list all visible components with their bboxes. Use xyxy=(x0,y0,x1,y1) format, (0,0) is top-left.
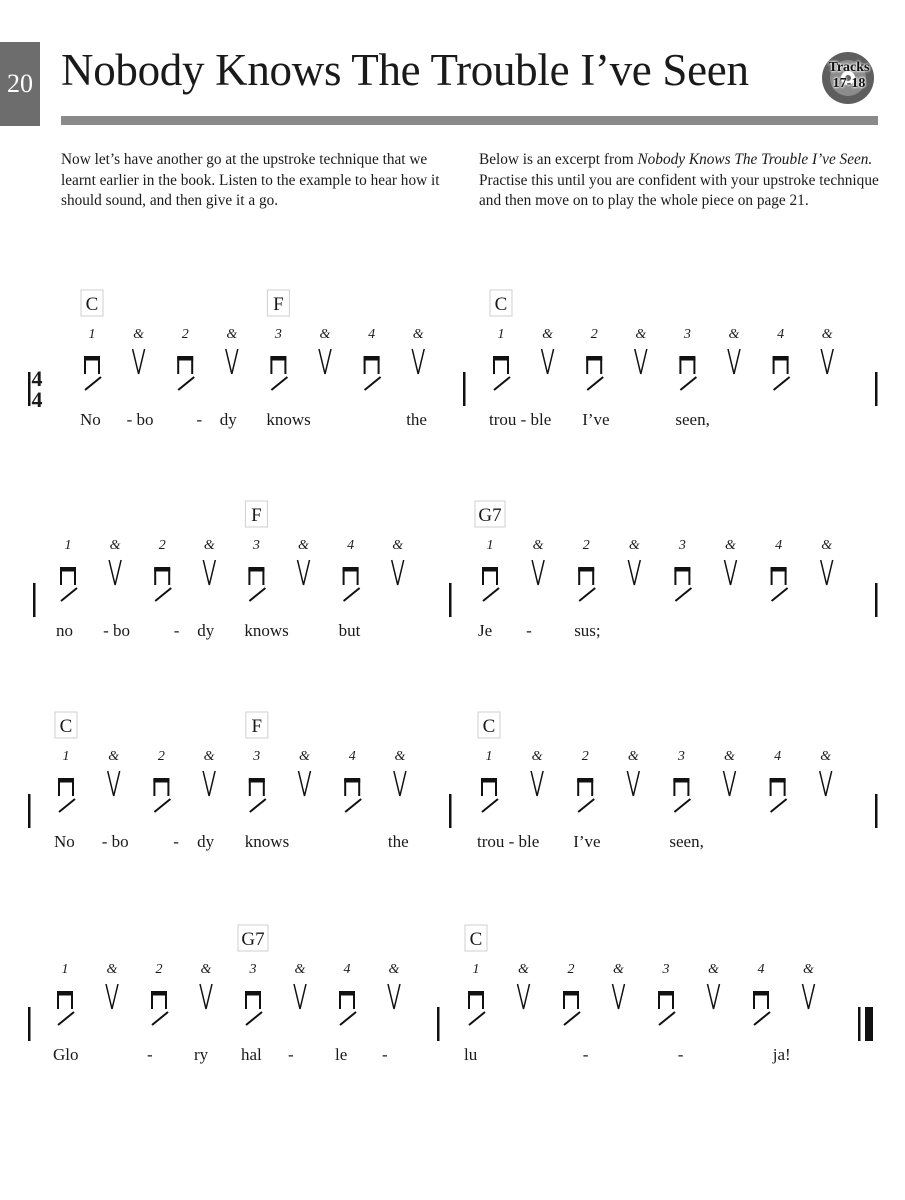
beat-count-label: & xyxy=(299,749,310,764)
upstroke-mark xyxy=(635,349,647,374)
downstroke-bar xyxy=(154,567,170,572)
upstroke-mark xyxy=(226,349,238,374)
downstroke-bar xyxy=(578,567,594,572)
beat-count-label: 2 xyxy=(567,962,575,977)
rhythm-slash xyxy=(250,799,266,812)
lyric-syllable: trou - ble xyxy=(489,410,552,429)
rhythm-slash xyxy=(178,377,194,390)
rhythm-slash xyxy=(659,1012,675,1025)
lyric-syllable: lu xyxy=(464,1045,478,1064)
lyric-syllable: seen, xyxy=(669,832,704,851)
rhythm-slash xyxy=(494,377,510,390)
lyric-syllable: No xyxy=(80,410,101,429)
beat-count-label: 1 xyxy=(485,749,493,764)
chord-symbol: C xyxy=(85,294,99,315)
downstroke-bar xyxy=(673,778,689,783)
upstroke-mark xyxy=(109,560,121,585)
beat-count-label: & xyxy=(200,962,212,977)
downstroke-bar xyxy=(153,778,169,783)
chord-symbol: F xyxy=(251,716,263,737)
final-barline-thin xyxy=(858,1007,861,1041)
time-signature-bottom: 4 xyxy=(31,387,43,412)
beat-count-label: & xyxy=(294,962,306,977)
downstroke-bar xyxy=(481,778,497,783)
upstroke-mark xyxy=(803,984,815,1009)
beat-count-label: 1 xyxy=(88,327,96,342)
lyric-syllable: but xyxy=(338,621,361,640)
downstroke-bar xyxy=(245,991,261,996)
beat-count-label: 4 xyxy=(757,962,765,977)
rhythm-slash xyxy=(680,377,696,390)
rhythm-slash xyxy=(365,377,381,390)
lyric-syllable: le xyxy=(335,1045,348,1064)
chord-symbol: C xyxy=(482,716,496,737)
intro-right-text-1: Below is an excerpt from xyxy=(479,151,638,168)
beat-count-label: 2 xyxy=(581,749,589,764)
chord-symbol: C xyxy=(59,716,73,737)
lyric-syllable: ja! xyxy=(772,1045,791,1064)
beat-count-label: & xyxy=(226,327,238,342)
downstroke-bar xyxy=(674,567,690,572)
downstroke-bar xyxy=(344,778,360,783)
rhythm-slash xyxy=(674,799,690,812)
beat-count-label: & xyxy=(728,327,740,342)
rhythm-slash xyxy=(345,799,361,812)
beat-count-label: 3 xyxy=(253,749,261,764)
lyric-syllable: dy xyxy=(197,621,215,640)
downstroke-bar xyxy=(60,567,76,572)
upstroke-mark xyxy=(319,349,331,374)
upstroke-mark xyxy=(627,771,639,796)
beat-count-label: & xyxy=(133,327,145,342)
upstroke-mark xyxy=(628,560,640,585)
upstroke-mark xyxy=(820,771,832,796)
lyric-syllable: - bo xyxy=(103,621,131,640)
beat-count-label: 4 xyxy=(368,327,376,342)
upstroke-mark xyxy=(542,349,554,374)
downstroke-bar xyxy=(151,991,167,996)
lyric-syllable: dy xyxy=(197,832,215,851)
rhythm-slash xyxy=(340,1012,356,1025)
lyric-syllable: - bo xyxy=(126,410,154,429)
barline xyxy=(875,794,878,828)
lyric-syllable: the xyxy=(406,410,427,429)
beat-count-label: 4 xyxy=(777,327,785,342)
beat-count-label: & xyxy=(803,962,814,977)
upstroke-mark xyxy=(108,771,120,796)
chord-symbol: G7 xyxy=(241,929,265,950)
beat-count-label: 3 xyxy=(249,962,257,977)
upstroke-mark xyxy=(821,560,833,585)
chord-symbol: F xyxy=(251,505,262,526)
beat-count-label: & xyxy=(203,538,215,553)
rhythm-slash xyxy=(61,588,77,601)
upstroke-mark xyxy=(299,771,311,796)
downstroke-bar xyxy=(482,567,498,572)
lyric-syllable: - xyxy=(196,410,203,429)
rhythm-slash xyxy=(564,1012,580,1025)
upstroke-mark xyxy=(532,560,544,585)
downstroke-bar xyxy=(58,778,74,783)
page-number: 20 xyxy=(0,42,40,126)
downstroke-bar xyxy=(248,567,264,572)
upstroke-mark xyxy=(200,984,212,1009)
lyric-syllable: I’ve xyxy=(573,832,601,851)
lyric-syllable: - xyxy=(582,1045,589,1064)
beat-count-label: 1 xyxy=(61,962,69,977)
rhythm-slash xyxy=(675,588,691,601)
downstroke-bar xyxy=(658,991,674,996)
intro-left-paragraph: Now let’s have another go at the upstroke technique that we learnt earlier in the book. Listen to the example to hear how it should sound, and then give it a go. xyxy=(61,151,440,209)
beat-count-label: 2 xyxy=(157,749,165,764)
rhythm-slash xyxy=(59,799,75,812)
beat-count-label: 2 xyxy=(155,962,163,977)
lyric-syllable: sus; xyxy=(574,621,601,640)
upstroke-mark xyxy=(613,984,625,1009)
time-signature-top: 4 xyxy=(31,366,43,391)
beat-count-label: 4 xyxy=(775,538,783,553)
beat-count-label: & xyxy=(394,749,406,764)
beat-count-label: 3 xyxy=(683,327,691,342)
lyric-syllable: - xyxy=(288,1045,294,1064)
beat-count-label: & xyxy=(725,538,736,553)
upstroke-mark xyxy=(294,984,306,1009)
upstroke-mark xyxy=(708,984,720,1009)
beat-count-label: & xyxy=(820,749,832,764)
lyric-syllable: no xyxy=(56,621,73,640)
beat-count-label: 1 xyxy=(497,327,505,342)
beat-count-label: 4 xyxy=(343,962,351,977)
final-barline-thick xyxy=(865,1007,873,1041)
beat-count-label: 3 xyxy=(678,538,686,553)
beat-count-label: & xyxy=(627,749,639,764)
barline xyxy=(28,794,31,828)
lyric-syllable: seen, xyxy=(675,410,710,429)
downstroke-bar xyxy=(773,356,789,361)
upstroke-mark xyxy=(412,349,424,374)
chord-symbol: F xyxy=(273,294,284,315)
rhythm-slash xyxy=(152,1012,168,1025)
lyric-syllable: the xyxy=(387,832,409,851)
barline xyxy=(463,372,466,406)
rhythm-slash xyxy=(772,588,788,601)
beat-count-label: & xyxy=(613,962,624,977)
downstroke-bar xyxy=(586,356,602,361)
upstroke-mark xyxy=(203,560,215,585)
downstroke-bar xyxy=(177,356,193,361)
lyric-syllable: - bo xyxy=(101,832,129,851)
downstroke-bar xyxy=(468,991,484,996)
downstroke-bar xyxy=(577,778,593,783)
barline xyxy=(875,583,878,617)
upstroke-mark xyxy=(388,984,400,1009)
lyric-syllable: knows xyxy=(244,621,289,640)
beat-count-label: 2 xyxy=(181,327,189,342)
upstroke-mark xyxy=(203,771,215,796)
downstroke-bar xyxy=(753,991,769,996)
barline xyxy=(33,583,36,617)
lyric-syllable: Glo xyxy=(53,1045,79,1064)
rhythm-slash xyxy=(579,588,595,601)
rhythm-slash xyxy=(469,1012,485,1025)
rhythm-slash xyxy=(246,1012,262,1025)
downstroke-bar xyxy=(57,991,73,996)
rhythm-slash xyxy=(85,377,101,390)
upstroke-mark xyxy=(133,349,145,374)
lyric-syllable: I’ve xyxy=(582,410,610,429)
barline xyxy=(437,1007,440,1041)
upstroke-mark xyxy=(725,560,737,585)
beat-count-label: 1 xyxy=(472,962,480,977)
upstroke-mark xyxy=(392,560,404,585)
beat-count-label: & xyxy=(109,538,121,553)
page-title: Nobody Knows The Trouble I’ve Seen xyxy=(61,45,749,95)
beat-count-label: & xyxy=(518,962,529,977)
upstroke-mark xyxy=(394,771,406,796)
downstroke-bar xyxy=(343,567,359,572)
lyric-syllable: - xyxy=(382,1045,388,1064)
beat-count-label: & xyxy=(628,538,640,553)
beat-count-label: 3 xyxy=(252,538,260,553)
downstroke-bar xyxy=(364,356,380,361)
beat-count-label: & xyxy=(635,327,647,342)
lyric-syllable: trou - ble xyxy=(477,832,540,851)
lyric-syllable: - xyxy=(147,1045,153,1064)
beat-count-label: & xyxy=(532,538,544,553)
beat-count-label: 4 xyxy=(347,538,355,553)
beat-count-label: & xyxy=(108,749,120,764)
lyric-syllable: - xyxy=(173,621,180,640)
rhythm-slash xyxy=(271,377,287,390)
beat-count-label: 2 xyxy=(590,327,598,342)
downstroke-bar xyxy=(249,778,265,783)
lyric-syllable: Je xyxy=(478,621,493,640)
downstroke-bar xyxy=(563,991,579,996)
rhythm-slash xyxy=(58,1012,74,1025)
beat-count-label: 1 xyxy=(62,749,70,764)
downstroke-bar xyxy=(339,991,355,996)
upstroke-mark xyxy=(298,560,310,585)
downstroke-bar xyxy=(771,567,787,572)
beat-count-label: & xyxy=(821,538,833,553)
beat-count-label: & xyxy=(821,327,833,342)
beat-count-label: & xyxy=(724,749,735,764)
beat-count-label: & xyxy=(412,327,424,342)
barline xyxy=(28,1007,31,1041)
intro-right-text-2: Practise this until you are confident with your upstroke technique and then move on to play the whole piece on page 21. xyxy=(479,171,879,209)
rhythm-slash xyxy=(483,588,499,601)
rhythm-slash xyxy=(587,377,603,390)
downstroke-bar xyxy=(770,778,786,783)
downstroke-bar xyxy=(84,356,100,361)
beat-count-label: & xyxy=(392,538,404,553)
lyric-syllable: - xyxy=(677,1045,684,1064)
downstroke-bar xyxy=(679,356,695,361)
rhythm-slash xyxy=(154,799,170,812)
rhythm-slash xyxy=(155,588,171,601)
rhythm-slash xyxy=(482,799,498,812)
upstroke-mark xyxy=(531,771,543,796)
beat-count-label: 3 xyxy=(274,327,282,342)
lyric-syllable: knows xyxy=(244,832,290,851)
rhythm-slash xyxy=(771,799,787,812)
downstroke-bar xyxy=(270,356,286,361)
lyric-syllable: ry xyxy=(194,1045,209,1064)
beat-count-label: & xyxy=(388,962,400,977)
intro-right-song-title: Nobody Knows The Trouble I’ve Seen. xyxy=(637,151,873,168)
beat-count-label: & xyxy=(298,538,309,553)
upstroke-mark xyxy=(518,984,530,1009)
beat-count-label: & xyxy=(542,327,554,342)
barline xyxy=(28,372,31,406)
upstroke-mark xyxy=(106,984,118,1009)
beat-count-label: 2 xyxy=(582,538,590,553)
lyric-syllable: dy xyxy=(219,410,237,429)
upstroke-mark xyxy=(821,349,833,374)
lyric-syllable: - xyxy=(526,621,532,640)
downstroke-bar xyxy=(493,356,509,361)
barline xyxy=(449,794,452,828)
beat-count-label: & xyxy=(203,749,215,764)
beat-count-label: & xyxy=(531,749,543,764)
chord-symbol: C xyxy=(494,294,508,315)
rhythm-slash xyxy=(249,588,265,601)
tracks-range: 17-18 xyxy=(832,76,866,91)
lyric-syllable: - xyxy=(173,832,179,851)
barline xyxy=(875,372,878,406)
beat-count-label: & xyxy=(106,962,118,977)
beat-count-label: 1 xyxy=(64,538,72,553)
rhythm-slash xyxy=(578,799,594,812)
beat-count-label: 1 xyxy=(486,538,494,553)
rhythm-slash xyxy=(754,1012,770,1025)
beat-count-label: & xyxy=(319,327,331,342)
beat-count-label: 3 xyxy=(662,962,670,977)
upstroke-mark xyxy=(724,771,736,796)
chord-symbol: C xyxy=(469,929,483,950)
chord-symbol: G7 xyxy=(478,505,502,526)
lyric-syllable: No xyxy=(54,832,75,851)
rhythm-slash xyxy=(344,588,360,601)
beat-count-label: 3 xyxy=(677,749,685,764)
lyric-syllable: hal xyxy=(241,1045,262,1064)
rhythm-slash xyxy=(774,377,790,390)
beat-count-label: 4 xyxy=(774,749,782,764)
barline xyxy=(449,583,452,617)
lyric-syllable: knows xyxy=(266,410,311,429)
beat-count-label: 2 xyxy=(158,538,166,553)
tracks-word: Tracks xyxy=(828,60,870,75)
beat-count-label: & xyxy=(708,962,719,977)
upstroke-mark xyxy=(728,349,740,374)
beat-count-label: 4 xyxy=(348,749,356,764)
